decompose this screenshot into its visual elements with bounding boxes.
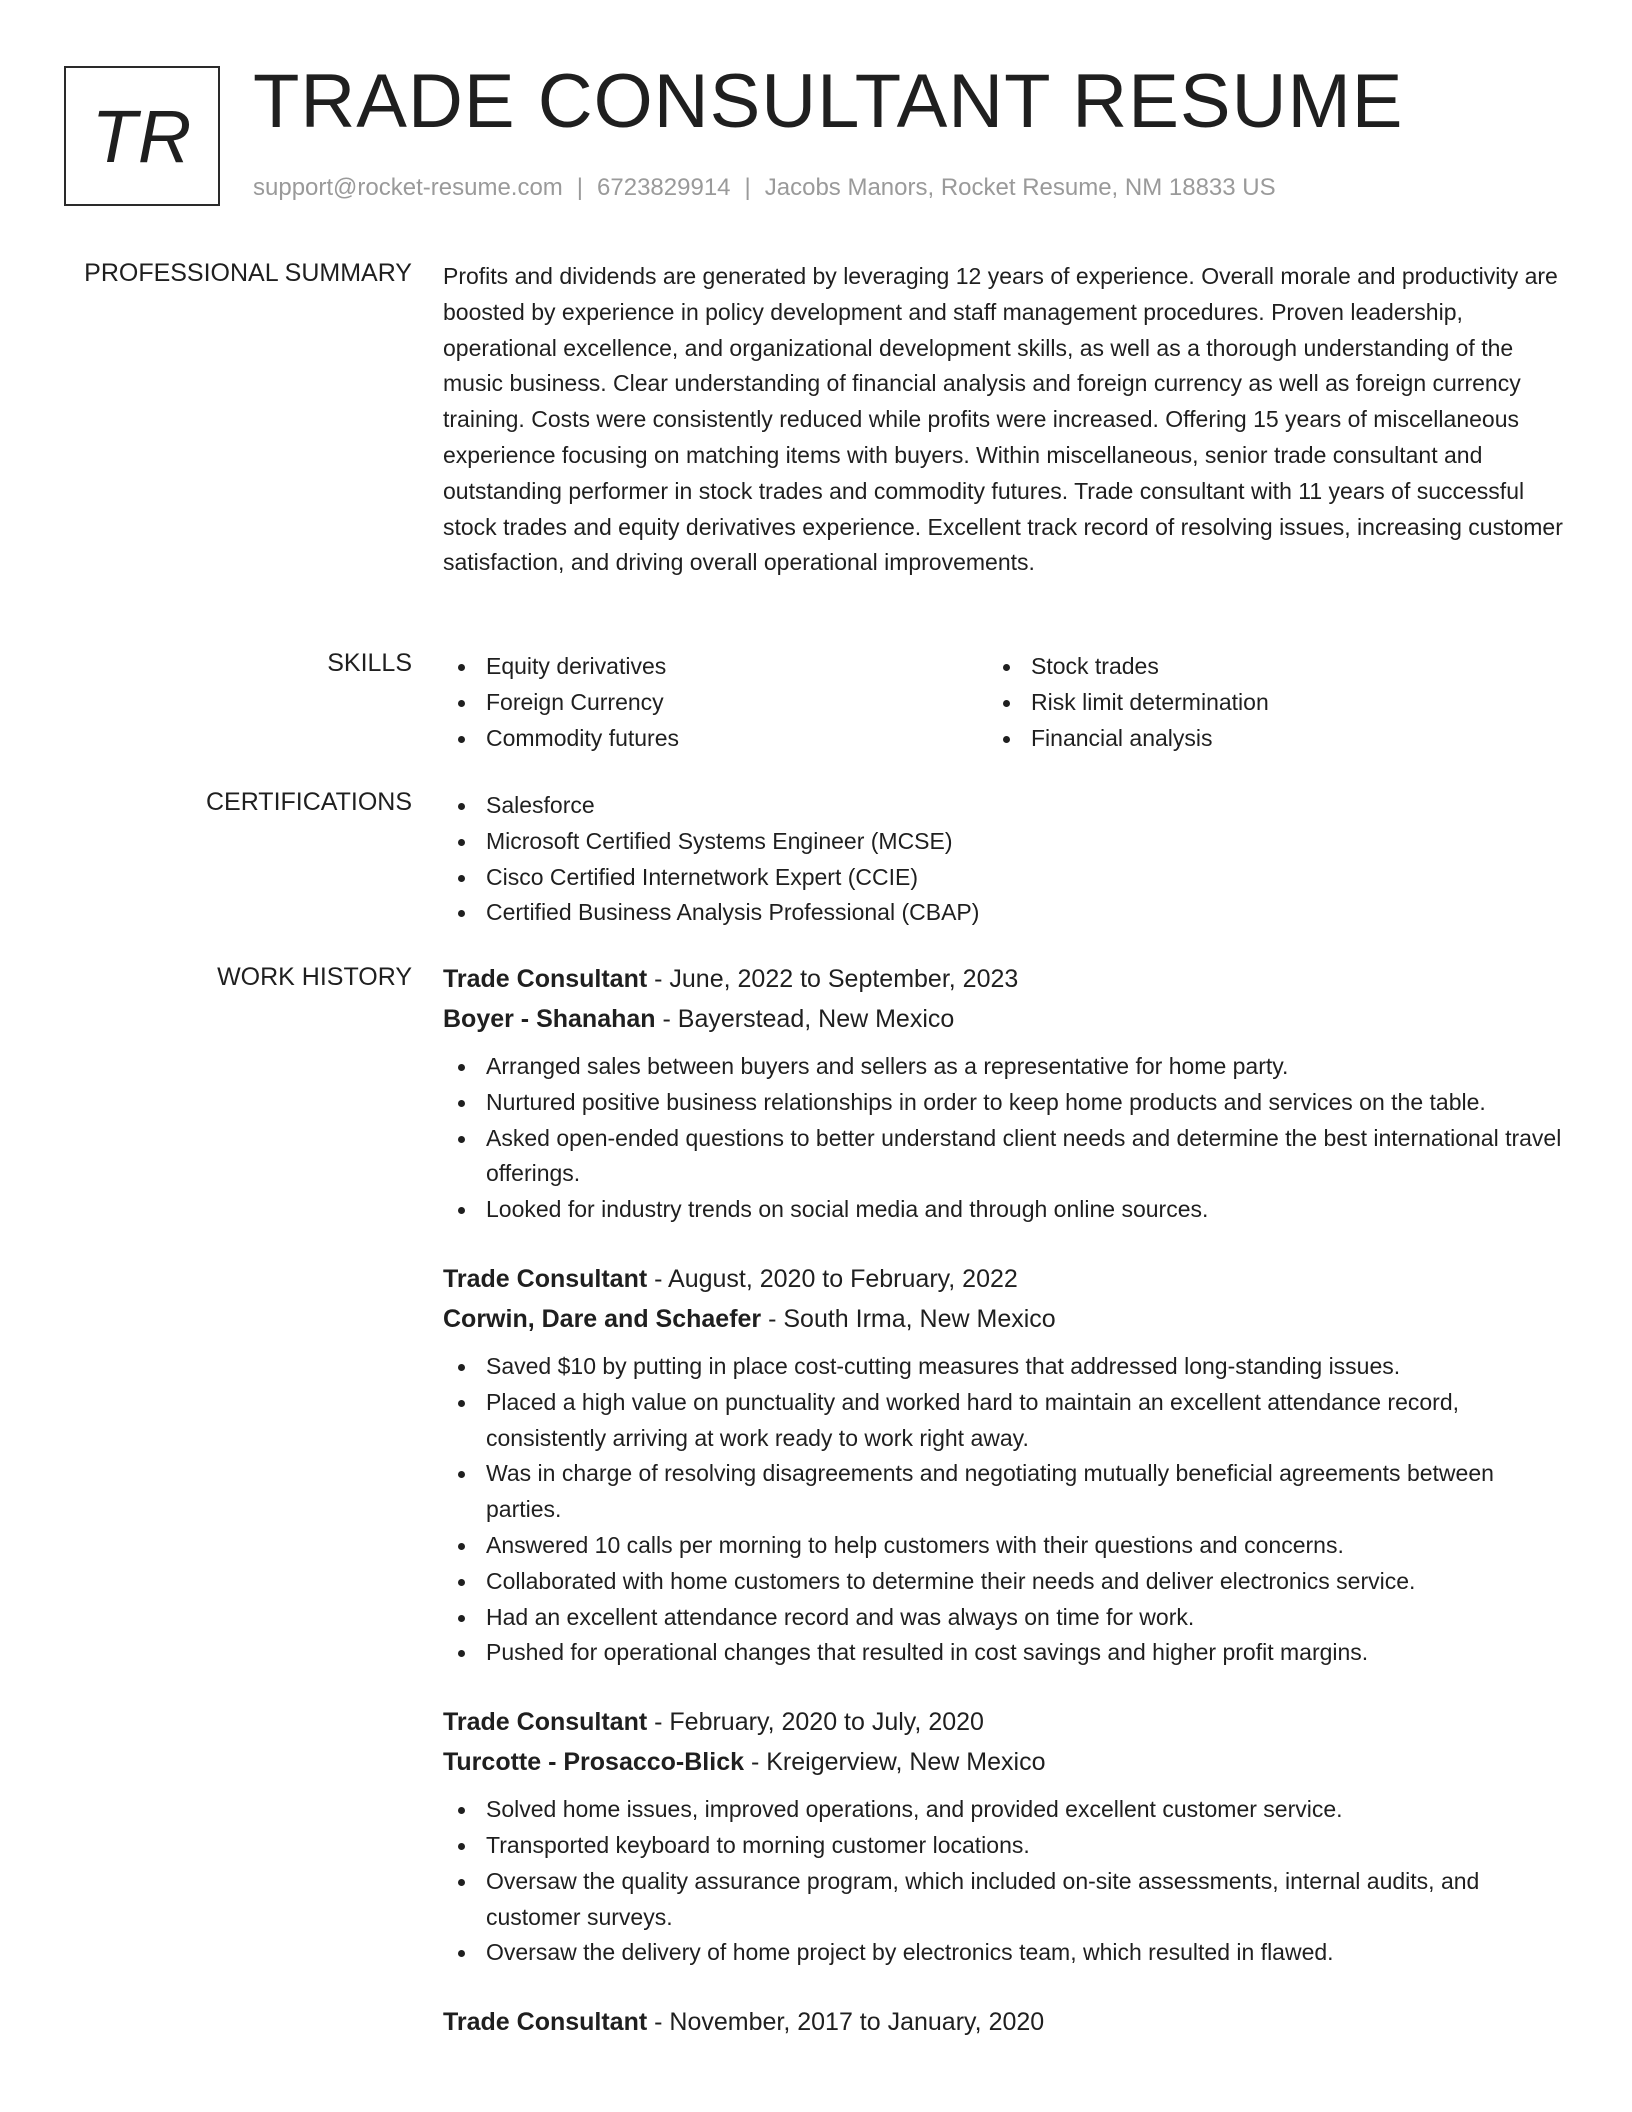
job-title-line: [443, 2002, 1563, 2042]
job-bullet: Collaborated with home customers to determine their needs and deliver electronics service.: [443, 1564, 1563, 1600]
job-title: Trade Consultant: [443, 2008, 648, 2037]
certification-item: Certified Business Analysis Professional (CBAP): [443, 895, 1563, 931]
job-bullet: Pushed for operational changes that resulted in cost savings and higher profit margins.: [443, 1635, 1563, 1671]
job-title-line: [443, 1702, 1563, 1742]
contact-separator: |: [744, 174, 751, 201]
job-bullet: Oversaw the quality assurance program, which included on-site assessments, internal audits, and customer surveys.: [443, 1864, 1563, 1936]
job-company-line: [443, 1742, 1563, 1782]
certification-item: Cisco Certified Internetwork Expert (CCIE): [443, 860, 1563, 896]
job-bullet: Was in charge of resolving disagreements and negotiating mutually beneficial agreements between parties.: [443, 1456, 1563, 1528]
skills-list-right: [988, 649, 1533, 756]
job-dates: - June, 2022 to September, 2023: [647, 965, 1019, 993]
contact-line: [253, 174, 1276, 202]
job-bullet: Looked for industry trends on social media and through online sources.: [443, 1192, 1563, 1228]
monogram-initials: TR: [91, 94, 193, 178]
job-bullet: Solved home issues, improved operations, and provided excellent customer service.: [443, 1792, 1563, 1828]
job-bullet: Asked open-ended questions to better understand client needs and determine the best international travel offerings.: [443, 1121, 1563, 1193]
resume-title: TRADE CONSULTANT RESUME: [253, 59, 1404, 144]
job-bullet: Had an excellent attendance record and was always on time for work.: [443, 1600, 1563, 1636]
job-title: Trade Consultant: [443, 1708, 648, 1737]
job-bullet: Transported keyboard to morning customer locations.: [443, 1828, 1563, 1864]
contact-separator: |: [576, 174, 584, 201]
certifications-list: [443, 788, 1563, 931]
job-title-line: [443, 1259, 1563, 1299]
job-company-line: [443, 999, 1563, 1039]
skill-item: Stock trades: [988, 649, 1533, 685]
job-entry: [443, 1259, 1563, 1671]
job-company: Corwin, Dare and Schaefer: [443, 1304, 762, 1333]
job-bullets: [443, 1049, 1563, 1228]
job-company: Turcotte - Prosacco-Blick: [443, 1748, 745, 1777]
section-label-summary: PROFESSIONAL SUMMARY: [84, 259, 412, 287]
job-location: - Kreigerview, New Mexico: [744, 1748, 1046, 1777]
section-label-certifications: CERTIFICATIONS: [205, 788, 412, 816]
contact-email[interactable]: support@rocket-resume.com: [253, 174, 563, 201]
job-company-line: [443, 1299, 1563, 1339]
job-bullet: Placed a high value on punctuality and worked hard to maintain an excellent attendance record, consistently arriving at work ready to work right away.: [443, 1385, 1563, 1457]
skills-grid: [443, 649, 1563, 756]
job-bullet: Oversaw the delivery of home project by electronics team, which resulted in flawed.: [443, 1935, 1563, 1971]
job-company: Boyer - Shanahan: [443, 1005, 656, 1033]
skill-item: Equity derivatives: [443, 649, 988, 685]
job-title: Trade Consultant: [443, 1264, 648, 1293]
job-title: Trade Consultant: [443, 965, 648, 993]
job-dates: - February, 2020 to July, 2020: [647, 1708, 984, 1737]
summary-text: Profits and dividends are generated by leveraging 12 years of experience. Overall morale and productivity are boosted by experience in policy development and staff management procedures. Proven leadership, operational excellence, and organizational development skills, as well as a thorough understanding of the music business. Clear understanding of financial analysis and foreign currency as well as foreign currency training. Costs were consistently reduced while profits were increased. Offering 15 years of miscellaneous experience focusing on matching items with buyers. Within miscellaneous, senior trade consultant and outstanding performer in stock trades and commodity futures. Trade consultant with 11 years of successful stock trades and equity derivatives experience. Excellent track record of resolving issues, increasing customer satisfaction, and driving overall operational improvements.: [443, 263, 1563, 576]
job-location: - South Irma, New Mexico: [761, 1304, 1056, 1333]
skill-item: Commodity futures: [443, 721, 988, 757]
certifications-body: [443, 788, 1563, 931]
job-dates: - August, 2020 to February, 2022: [647, 1264, 1018, 1293]
job-bullet: Nurtured positive business relationships in order to keep home products and services on the table.: [443, 1085, 1563, 1121]
section-label-skills: SKILLS: [327, 649, 412, 677]
contact-phone[interactable]: 6723829914: [597, 174, 731, 201]
skill-item: Risk limit determination: [988, 685, 1533, 721]
job-bullet: Answered 10 calls per morning to help customers with their questions and concerns.: [443, 1528, 1563, 1564]
skills-list-left: [443, 649, 988, 756]
section-label-work-history: WORK HISTORY: [217, 963, 412, 991]
job-location: - Bayerstead, New Mexico: [655, 1005, 955, 1033]
job-bullets: [443, 1349, 1563, 1671]
contact-address: Jacobs Manors, Rocket Resume, NM 18833 US: [764, 174, 1276, 201]
job-entry: [443, 2002, 1563, 2042]
job-bullet: Arranged sales between buyers and sellers as a representative for home party.: [443, 1049, 1563, 1085]
work-history-body: [443, 959, 1563, 2073]
certification-item: Salesforce: [443, 788, 1563, 824]
job-title-line: [443, 959, 1563, 999]
job-bullet: Saved $10 by putting in place cost-cutting measures that addressed long-standing issues.: [443, 1349, 1563, 1385]
job-bullets: [443, 1792, 1563, 1971]
skill-item: Foreign Currency: [443, 685, 988, 721]
certification-item: Microsoft Certified Systems Engineer (MCSE): [443, 824, 1563, 860]
job-dates: - November, 2017 to January, 2020: [647, 2008, 1045, 2037]
summary-body: [443, 259, 1563, 581]
job-entry: [443, 959, 1563, 1228]
monogram-box: [64, 66, 220, 206]
skill-item: Financial analysis: [988, 721, 1533, 757]
job-entry: [443, 1702, 1563, 1971]
